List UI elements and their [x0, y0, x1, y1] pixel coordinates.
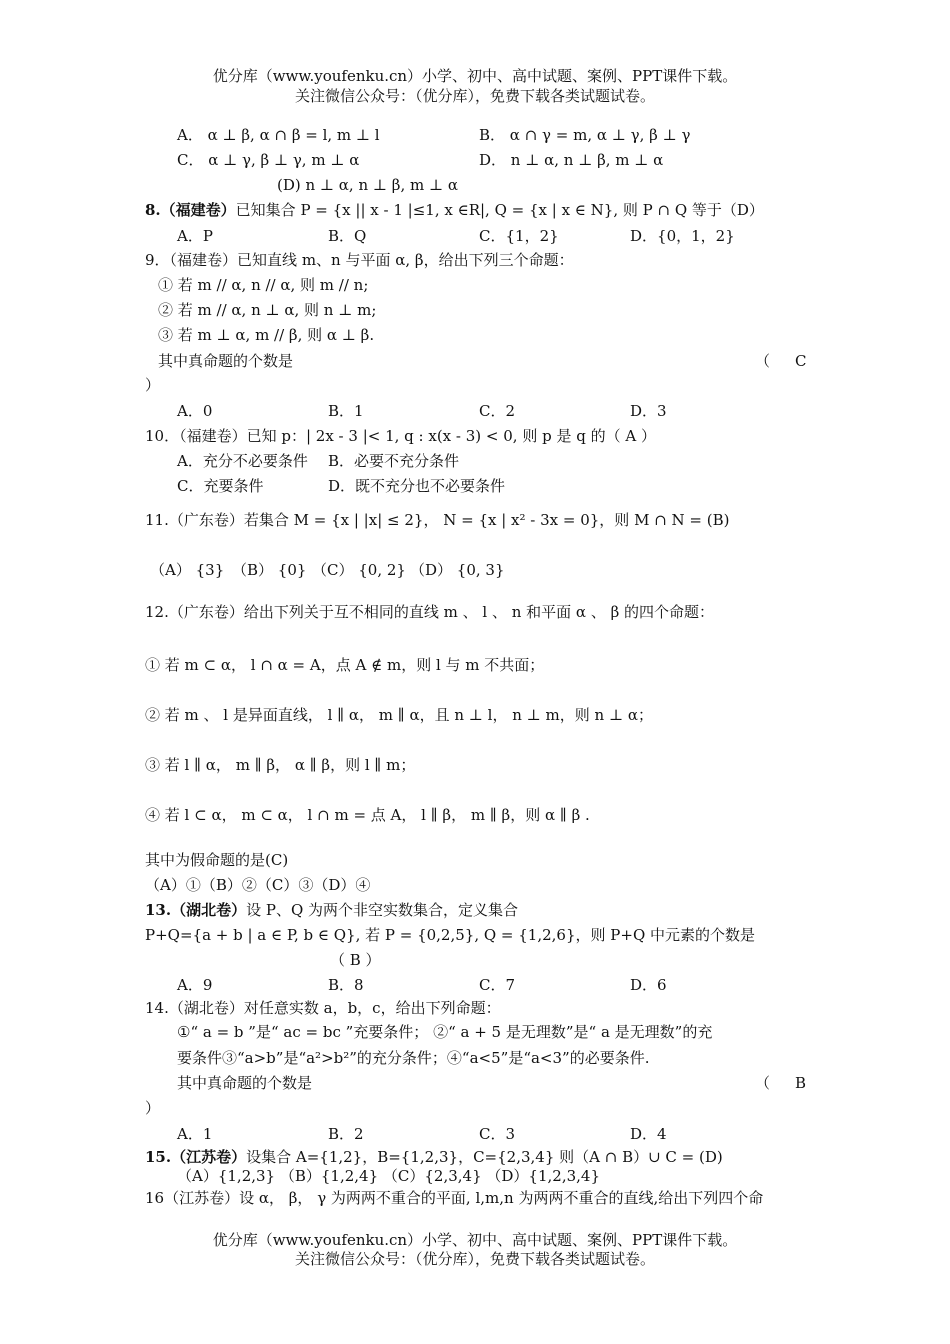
q10-option-c: C．充要条件 — [177, 477, 264, 495]
q14-number: 14.（湖北卷） — [145, 999, 244, 1017]
q9-number: 9．（福建卷） — [145, 251, 238, 269]
q7-answer: (D) n ⊥ α, n ⊥ β, m ⊥ α — [277, 176, 458, 194]
q10-stem — [145, 426, 656, 446]
q7-option-c: C． α ⊥ γ, β ⊥ γ, m ⊥ α — [177, 151, 360, 169]
q13-option-b: B．8 — [328, 976, 364, 994]
q14-paren-open: （ — [755, 1074, 771, 1092]
q11-number: 11.（广东卷） — [145, 511, 244, 529]
q15-options: （A）{1,2,3} （B）{1,2,4} （C）{2,3,4} （D）{1,2,3,4} — [177, 1167, 600, 1185]
q11-option-d: （D） {0, 3} — [410, 561, 505, 579]
q14-line-1: ①“ a = b ”是“ ac = bc ”充要条件； ②“ a + 5 是无理数”是“ a 是无理数”的充 — [177, 1023, 713, 1041]
q9-statement-2: ② 若 m // α, n ⊥ α, 则 n ⊥ m; — [158, 301, 377, 319]
q9-statement-3: ③ 若 m ⊥ α, m // β, 则 α ⊥ β. — [158, 326, 375, 344]
q11-text: 若集合 M = {x | |x| ≤ 2}， N = {x | x² - 3x = 0}，则 M ∩ N = (B) — [243, 511, 730, 529]
q8-option-b: B．Q — [328, 227, 367, 245]
q13-definition: P+Q={a + b | a ∈ P, b ∈ Q}, 若 P = {0,2,5}, Q = {1,2,6}，则 P+Q 中元素的个数是 — [145, 926, 756, 944]
q13-text: 设 P、Q 为两个非空实数集合，定义集合 — [246, 901, 519, 919]
q14-option-a: A．1 — [177, 1125, 213, 1143]
q9-answer: C — [795, 352, 807, 370]
q9-question: 其中真命题的个数是 — [158, 352, 294, 370]
q13-option-d: D．6 — [630, 976, 667, 994]
q10-option-a: A．充分不必要条件 — [177, 452, 308, 470]
q11-stem — [145, 510, 730, 530]
q7-option-d: D． n ⊥ α, n ⊥ β, m ⊥ α — [479, 151, 664, 169]
q13-option-c: C．7 — [479, 976, 516, 994]
q14-question: 其中真命题的个数是 — [177, 1074, 313, 1092]
header-line-2: 关注微信公众号：（优分库），免费下载各类试题试卷。 — [294, 87, 655, 105]
q9-paren-open: （ — [755, 352, 771, 370]
q10-number: 10．（福建卷） — [145, 427, 247, 445]
q11-option-b: （B） {0} — [232, 561, 307, 579]
q14-option-d: D．4 — [630, 1125, 667, 1143]
q14-line-2: 要条件③“a>b”是“a²>b²”的充分条件；④“a<5”是“a<3”的必要条件. — [177, 1049, 650, 1067]
q11-option-a: （A） {3} — [150, 561, 225, 579]
q13-option-a: A．9 — [177, 976, 213, 994]
q7-option-b: B． α ∩ γ = m, α ⊥ γ, β ⊥ γ — [479, 126, 691, 144]
q12-question: 其中为假命题的是(C) — [145, 851, 289, 869]
q8-option-c: C．{1，2} — [479, 227, 559, 245]
q14-answer: B — [795, 1074, 807, 1092]
q10-option-d: D．既不充分也不必要条件 — [328, 477, 506, 495]
q16-text: 设 α， β， γ 为两两不重合的平面, l,m,n 为两两不重合的直线,给出下列四个命 — [239, 1189, 764, 1207]
q8-stem — [145, 200, 764, 220]
q9-stem — [145, 250, 574, 270]
q14-option-c: C．3 — [479, 1125, 516, 1143]
q11-option-c: （C） {0, 2} — [312, 561, 406, 579]
q12-statement-3: ③ 若 l ∥ α， m ∥ β， α ∥ β，则 l ∥ m； — [145, 756, 416, 774]
q14-option-b: B．2 — [328, 1125, 364, 1143]
q10-text: 已知 p：| 2x - 3 |< 1, q : x(x - 3) < 0, 则 p 是 q 的（ A ） — [246, 427, 656, 445]
q12-statement-4: ④ 若 l ⊂ α， m ⊂ α， l ∩ m = 点 A， l ∥ β， m ∥ β，则 α ∥ β . — [145, 806, 590, 824]
footer-line-1: 优分库（www.youfenku.cn）小学、初中、高中试题、案例、PPT课件下载。 — [212, 1231, 738, 1249]
q8-option-d: D．{0，1，2} — [630, 227, 735, 245]
q13-stem — [145, 900, 518, 920]
header-line-1: 优分库（www.youfenku.cn）小学、初中、高中试题、案例、PPT课件下载。 — [212, 67, 738, 85]
q9-text: 已知直线 m、n 与平面 α, β，给出下列三个命题： — [237, 251, 574, 269]
q9-option-b: B．1 — [328, 402, 364, 420]
q8-option-a: A．P — [177, 227, 213, 245]
q14-text: 对任意实数 a，b，c，给出下列命题： — [243, 999, 501, 1017]
q12-statement-2: ② 若 m 、 l 是异面直线， l ∥ α， m ∥ α，且 n ⊥ l， n ⊥ m，则 n ⊥ α； — [145, 706, 653, 724]
q8-number: 8.（福建卷） — [145, 201, 236, 219]
q9-option-c: C．2 — [479, 402, 516, 420]
q13-answer: （ B ） — [330, 951, 381, 969]
q12-number: 12.（广东卷） — [145, 603, 244, 621]
q16-stem — [145, 1188, 763, 1208]
q15-number: 15.（江苏卷） — [145, 1148, 247, 1166]
q15-stem — [145, 1147, 723, 1167]
q12-stem — [145, 602, 714, 622]
q7-option-a: A． α ⊥ β, α ∩ β = l, m ⊥ l — [177, 126, 380, 144]
q15-text: 设集合 A={1,2}，B={1,2,3}，C={2,3,4} 则（A ∩ B）∪ C = (D) — [246, 1148, 723, 1166]
q14-stem — [145, 998, 501, 1018]
q12-statement-1: ① 若 m ⊂ α， l ∩ α = A，点 A ∉ m，则 l 与 m 不共面； — [145, 656, 545, 674]
q12-text: 给出下列关于互不相同的直线 m 、 l 、 n 和平面 α 、 β 的四个命题： — [243, 603, 715, 621]
q13-number: 13.（湖北卷） — [145, 901, 247, 919]
footer-line-2: 关注微信公众号：（优分库），免费下载各类试题试卷。 — [294, 1250, 655, 1268]
q9-paren-close: ） — [145, 376, 161, 394]
q9-option-a: A．0 — [177, 402, 213, 420]
q9-statement-1: ① 若 m // α, n // α, 则 m // n; — [158, 276, 369, 294]
q8-text: 已知集合 P = {x || x - 1 |≤1, x ∈R|, Q = {x | x ∈ N}, 则 P ∩ Q 等于（D） — [235, 201, 764, 219]
q14-paren-close: ） — [145, 1099, 161, 1117]
q16-number: 16（江苏卷） — [145, 1189, 240, 1207]
q10-option-b: B．必要不充分条件 — [328, 452, 460, 470]
q9-option-d: D．3 — [630, 402, 667, 420]
q12-options: （A）①（B）②（C）③（D）④ — [145, 876, 371, 894]
